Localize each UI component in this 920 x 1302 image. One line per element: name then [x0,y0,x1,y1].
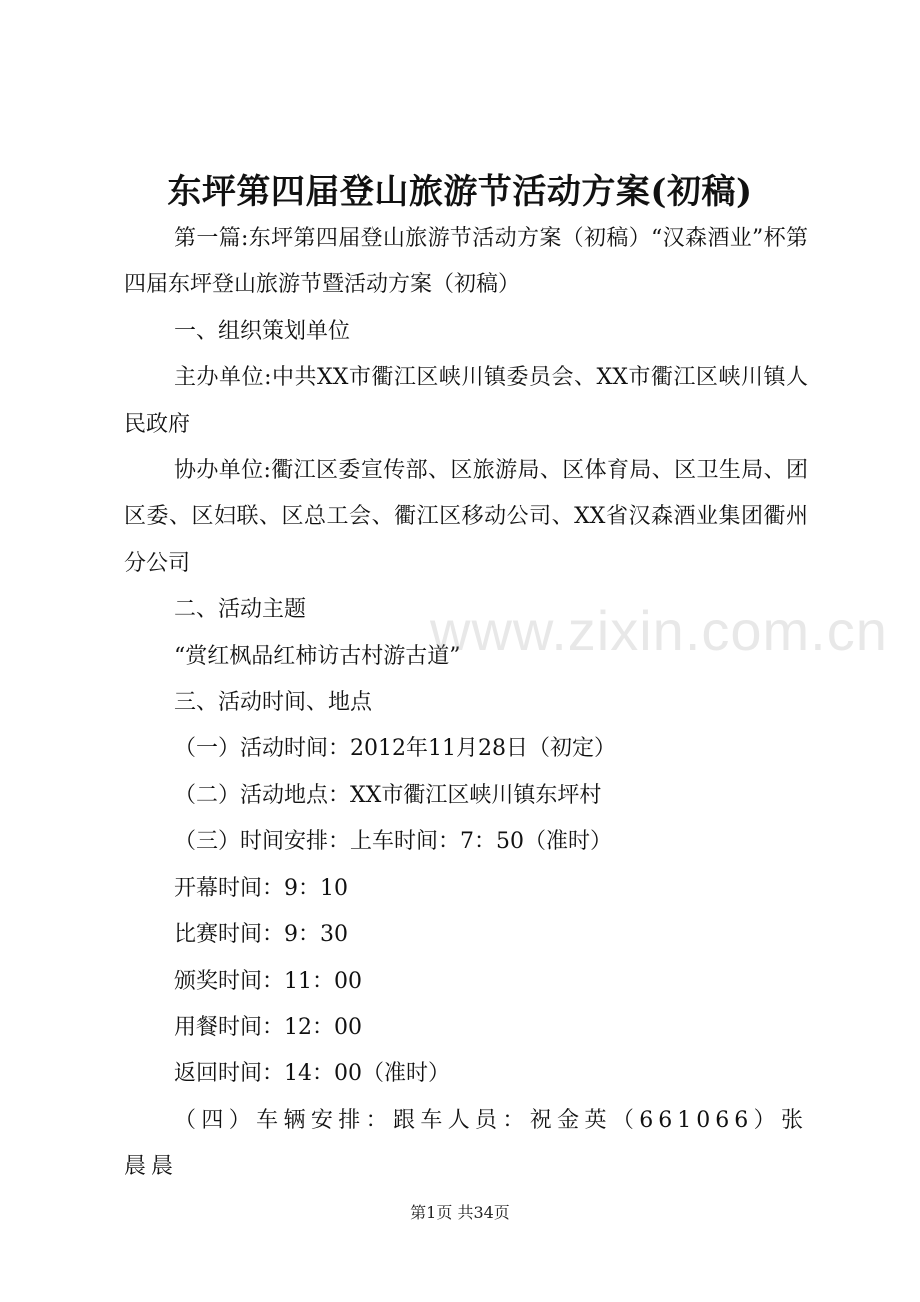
paragraph: “赏红枫品红柿访古村游古道” [174,643,461,669]
paragraph: 颁奖时间：11：00 [174,968,362,994]
section-heading: 二、活动主题 [174,597,307,623]
paragraph: （四）车辆安排：跟车人员：祝金英（661066）张晨晨 [124,1107,808,1180]
document-body [124,216,808,1191]
paragraph: 返回时间：14：00（准时） [174,1061,450,1087]
paragraph: （三）时间安排：上车时间：7：50（准时） [174,829,612,855]
paragraph: 开幕时间：9：10 [174,875,348,901]
section-heading: 一、组织策划单位 [174,318,351,344]
watermark: www.zixin.com.cn [430,599,888,662]
paragraph: 第一篇:东坪第四届登山旅游节活动方案（初稿）“汉森酒业”杯第四届东坪登山旅游节暨活动方案（初稿） [124,226,808,298]
paragraph: （一）活动时间：2012年11月28日（初定） [174,736,616,762]
document-title: 东坪第四届登山旅游节活动方案(初稿) [167,172,753,212]
paragraph: 主办单位:中共XX市衢江区峡川镇委员会、XX市衢江区峡川镇人民政府 [124,365,808,437]
section-heading: 三、活动时间、地点 [174,690,373,716]
paragraph: 比赛时间：9：30 [174,922,348,948]
paragraph: （二）活动地点：XX市衢江区峡川镇东坪村 [174,782,602,808]
paragraph: 用餐时间：12：00 [174,1014,362,1040]
page-footer: 第1页 共34页 [410,1203,510,1222]
paragraph: 协办单位:衢江区委宣传部、区旅游局、区体育局、区卫生局、团区委、区妇联、区总工会、衢江区移动公司、XX省汉森酒业集团衢州分公司 [124,458,808,576]
